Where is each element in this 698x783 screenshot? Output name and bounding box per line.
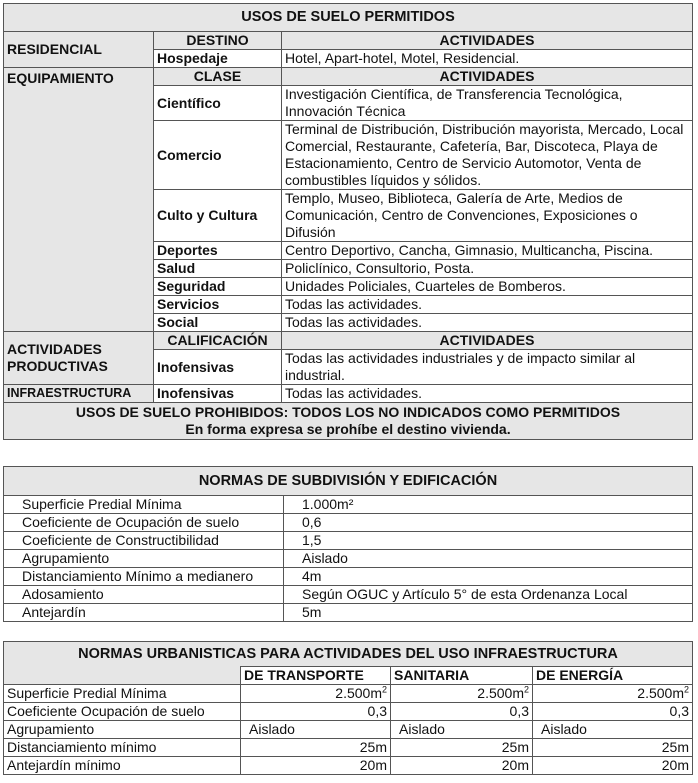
normas-infraestructura-title: NORMAS URBANISTICAS PARA ACTIVIDADES DEL USO INFRAESTRUCTURA: [4, 642, 693, 667]
row-name: Inofensivas: [154, 385, 282, 403]
normas-infraestructura-table: [3, 641, 693, 775]
norma-label: Coeficiente Ocupación de suelo: [4, 703, 241, 721]
usos-prohibidos-line2: En forma expresa se prohíbe el destino vivienda.: [185, 421, 511, 437]
row-activities: Investigación Científica, de Transferencia Tecnológica, Innovación Técnica: [282, 86, 693, 121]
norma-label: Distanciamiento Mínimo a medianero: [4, 568, 284, 586]
norma-label: Coeficiente de Constructibilidad: [4, 532, 284, 550]
norma-label: Antejardín: [4, 604, 284, 622]
row-name: Social: [154, 314, 282, 332]
header-actividades: ACTIVIDADES: [282, 332, 693, 350]
norma-value: $2.500m^2$: [241, 685, 391, 703]
norma-label: Coeficiente de Ocupación de suelo: [4, 514, 284, 532]
header-transporte: DE TRANSPORTE: [241, 667, 391, 685]
norma-label: Superficie Predial Mínima: [4, 685, 241, 703]
norma-label: Superficie Predial Mínima: [4, 496, 284, 514]
norma-value: 20m: [391, 757, 533, 775]
usos-prohibidos: [4, 403, 693, 440]
norma-value: 20m: [241, 757, 391, 775]
row-activities: Todas las actividades.: [282, 296, 693, 314]
norma-value: 0,3: [533, 703, 693, 721]
norma-value: $2.500m^2$: [533, 685, 693, 703]
row-name: Comercio: [154, 121, 282, 190]
norma-value: 1,5: [284, 532, 693, 550]
usos-prohibidos-line1: USOS DE SUELO PROHIBIDOS: TODOS LOS NO INDICADOS COMO PERMITIDOS: [75, 404, 621, 420]
row-name: Inofensivas: [154, 350, 282, 385]
norma-value: Según OGUC y Artículo 5° de esta Ordenanza Local: [284, 586, 693, 604]
category-equipamiento: EQUIPAMIENTO: [4, 68, 154, 332]
norma-value: 0,6: [284, 514, 693, 532]
row-activities: Templo, Museo, Biblioteca, Galería de Arte, Medios de Comunicación, Centro de Convenciones, Exposiciones o Difusión: [282, 190, 693, 242]
norma-value: 0,3: [391, 703, 533, 721]
norma-value: 5m: [284, 604, 693, 622]
header-calificacion: CALIFICACIÓN: [154, 332, 282, 350]
norma-value: 0,3: [241, 703, 391, 721]
row-name: Seguridad: [154, 278, 282, 296]
row-activities: Todas las actividades industriales y de impacto similar al industrial.: [282, 350, 693, 385]
header-energia: DE ENERGÍA: [533, 667, 693, 685]
row-name: Servicios: [154, 296, 282, 314]
header-actividades: ACTIVIDADES: [282, 68, 693, 86]
row-activities: Policlínico, Consultorio, Posta.: [282, 260, 693, 278]
norma-value: 25m: [241, 739, 391, 757]
header-clase: CLASE: [154, 68, 282, 86]
norma-value: Aislado: [391, 721, 533, 739]
row-name: Deportes: [154, 242, 282, 260]
norma-value: 20m: [533, 757, 693, 775]
norma-value: Aislado: [533, 721, 693, 739]
usos-permitidos-table: [3, 3, 693, 440]
header-destino: DESTINO: [154, 32, 282, 50]
norma-value: $2.500m^2$: [391, 685, 533, 703]
norma-value: Aislado: [241, 721, 391, 739]
header-empty: [4, 667, 241, 685]
norma-label: Antejardín mínimo: [4, 757, 241, 775]
row-name: Hospedaje: [154, 50, 282, 68]
row-activities: Todas las actividades.: [282, 314, 693, 332]
row-name: Culto y Cultura: [154, 190, 282, 242]
row-name: Científico: [154, 86, 282, 121]
row-activities: Hotel, Apart-hotel, Motel, Residencial.: [282, 50, 693, 68]
category-actividades-productivas: ACTIVIDADES PRODUCTIVAS: [4, 332, 154, 385]
norma-value: Aislado: [284, 550, 693, 568]
norma-label: Adosamiento: [4, 586, 284, 604]
row-activities: Todas las actividades.: [282, 385, 693, 403]
row-activities: Unidades Policiales, Cuarteles de Bomberos.: [282, 278, 693, 296]
norma-label: Agrupamiento: [4, 721, 241, 739]
normas-subdivision-title: NORMAS DE SUBDIVISIÓN Y EDIFICACIÓN: [4, 467, 693, 496]
norma-value: 25m: [391, 739, 533, 757]
row-name: Salud: [154, 260, 282, 278]
norma-value: 4m: [284, 568, 693, 586]
category-infraestructura: INFRAESTRUCTURA: [4, 385, 154, 403]
norma-value: 1.000m²: [284, 496, 693, 514]
norma-label: Agrupamiento: [4, 550, 284, 568]
header-sanitaria: SANITARIA: [391, 667, 533, 685]
norma-label: Distanciamiento mínimo: [4, 739, 241, 757]
usos-permitidos-title: USOS DE SUELO PERMITIDOS: [4, 4, 693, 32]
header-actividades: ACTIVIDADES: [282, 32, 693, 50]
row-activities: Centro Deportivo, Cancha, Gimnasio, Multicancha, Piscina.: [282, 242, 693, 260]
category-residencial: RESIDENCIAL: [4, 32, 154, 68]
norma-value: 25m: [533, 739, 693, 757]
row-activities: Terminal de Distribución, Distribución mayorista, Mercado, Local Comercial, Restaurante, Cafetería, Bar, Discoteca, Playa de Estacionamiento, Centro de Servicio Automotor, Venta de combustibles líquidos y sólidos.: [282, 121, 693, 190]
normas-subdivision-table: [3, 466, 693, 622]
